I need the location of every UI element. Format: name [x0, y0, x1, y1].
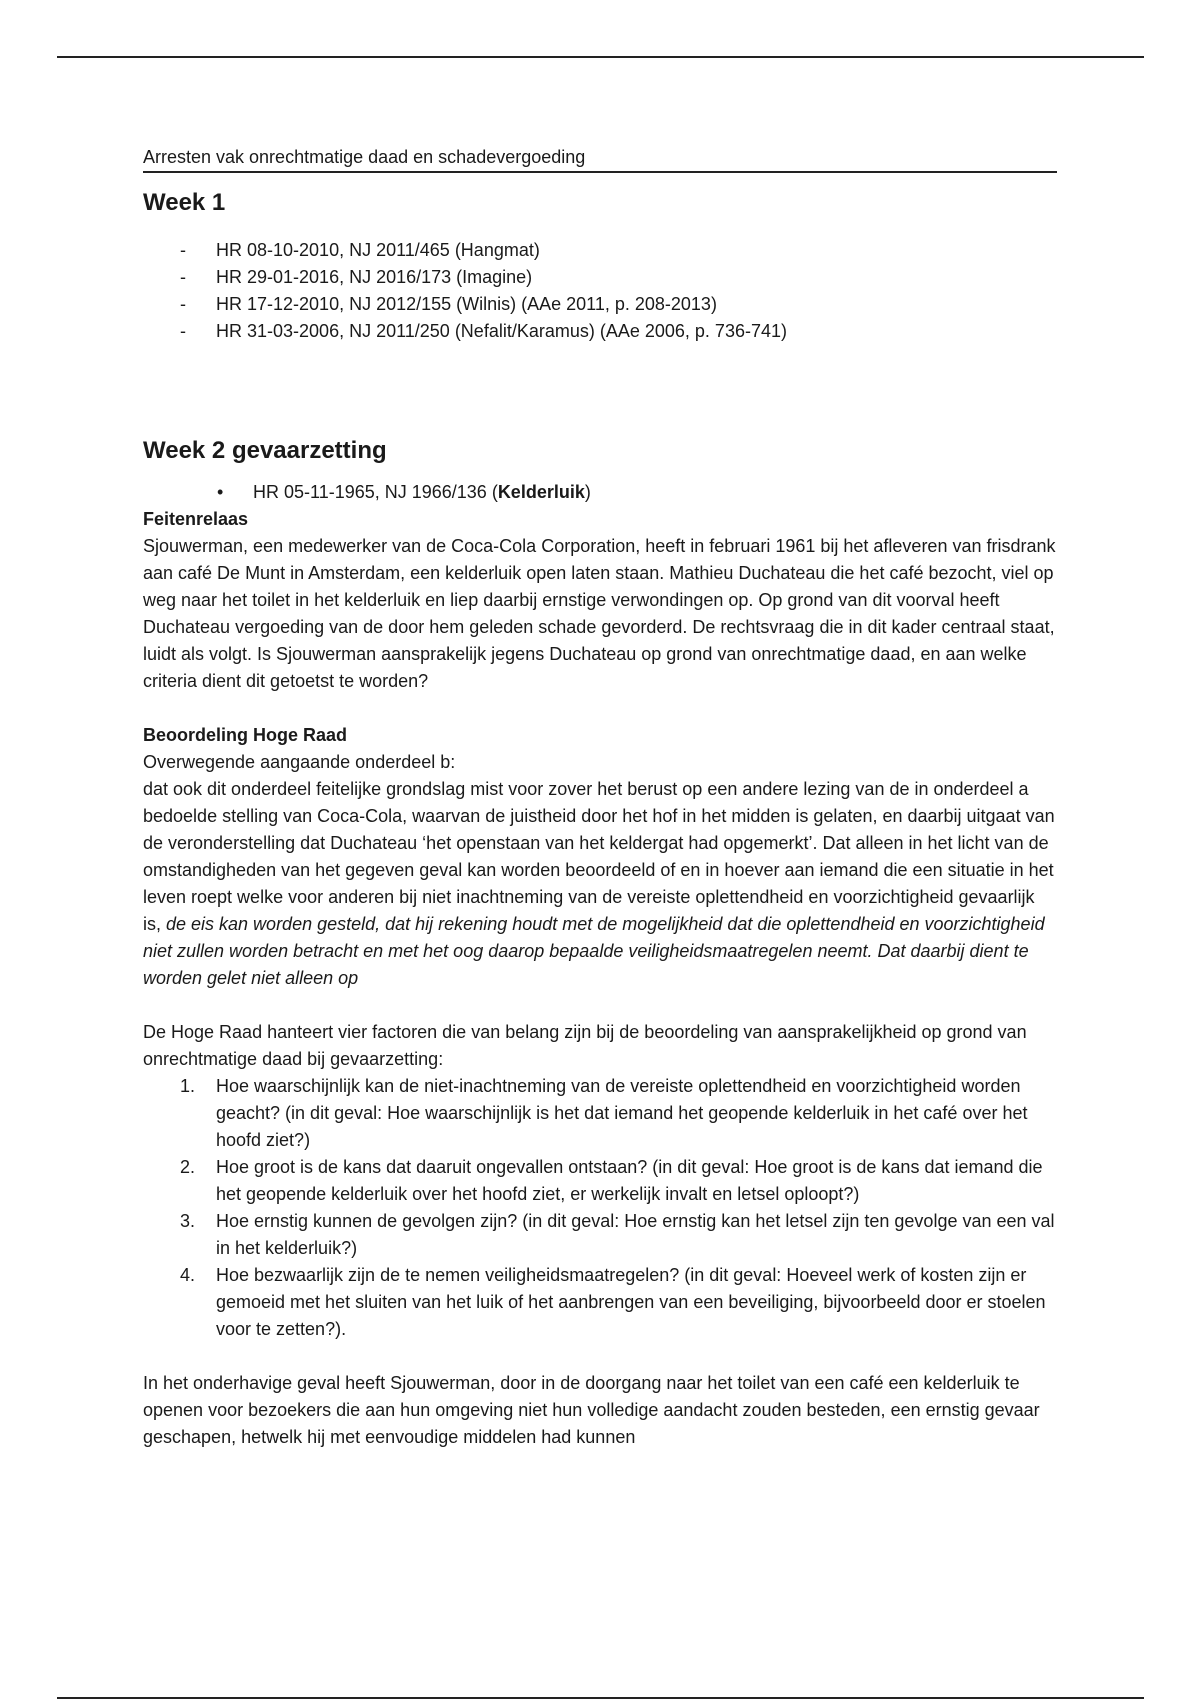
beoordeling-italic: de eis kan worden gesteld, dat hij rekening houdt met de mogelijkheid dat die oplettendheid en voorzichtigheid niet zullen worden betracht en met het oog daarop bepaalde veiligheidsmaatregelen neemt. Dat daarbij dient te worden gelet niet alleen op [143, 914, 1045, 988]
week2-title: Week 2 gevaarzetting [143, 437, 387, 464]
factor-number: 2. [180, 1157, 196, 1177]
beoordeling-regular: dat ook dit onderdeel feitelijke grondslag mist voor zover het berust op een andere lezing van de in onderdeel a bedoelde stelling van Coca-Cola, waarvan de juistheid door het hof in het midden is gelaten, en daarbij uitgaat van de veronderstelling dat Duchateau ‘het openstaan van het keldergat had opgemerkt’. Dat alleen in het licht van de omstandigheden van het gegeven geval kan worden beoordeeld of en in hoever aan iemand die een situatie in het leven roept welke voor anderen bij niet inachtneming van de vereiste oplettendheid en voorzichtigheid gevaarlijk is, [143, 779, 1055, 934]
list-item: - HR 31-03-2006, NJ 2011/250 (Nefalit/Karamus) (AAe 2006, p. 736-741) [216, 318, 1057, 345]
beoordeling-text [143, 776, 1057, 992]
beoordeling-heading: Beoordeling Hoge Raad [143, 725, 348, 745]
top-rule [57, 56, 1144, 58]
document-header: Arresten vak onrechtmatige daad en schadevergoeding [143, 144, 1057, 173]
week1-case-list [143, 237, 1057, 345]
list-item [180, 1262, 1057, 1343]
list-item: - HR 29-01-2016, NJ 2016/173 (Imagine) [216, 264, 1057, 291]
factor-text: Hoe groot is de kans dat daaruit ongevallen ontstaan? (in dit geval: Hoe groot is de kans dat iemand die het geopende kelderluik over het hoofd ziet, er werkelijk invalt en letsel oploopt?) [216, 1157, 1043, 1204]
feitenrelaas-heading: Feitenrelaas [143, 509, 249, 529]
week1-title: Week 1 [143, 189, 226, 216]
bottom-rule [57, 1697, 1144, 1699]
overwegende-line: Overwegende aangaande onderdeel b: [143, 752, 456, 772]
factors-list [143, 1073, 1057, 1343]
list-item [180, 1073, 1057, 1154]
feitenrelaas-text: Sjouwerman, een medewerker van de Coca-Cola Corporation, heeft in februari 1961 bij het afleveren van frisdrank aan café De Munt in Amsterdam, een kelderluik open laten staan. Mathieu Duchateau die het café bezocht, viel op weg naar het toilet in het kelderluik en liep daarbij ernstige verwondingen op. Op grond van dit voorval heeft Duchateau vergoeding van de door hem geleden schade gevorderd. De rechtsvraag die in dit kader centraal staat, luidt als volgt. Is Sjouwerman aansprakelijk jegens Duchateau op grond van onrechtmatige daad, en aan welke criteria dient dit getoetst te worden? [143, 536, 1056, 691]
factor-text: Hoe bezwaarlijk zijn de te nemen veiligheidsmaatregelen? (in dit geval: Hoeveel werk of kosten zijn er gemoeid met het sluiten van het luik of het aanbrengen van een beveiliging, bijvoorbeeld door er stoelen voor te zetten?). [216, 1265, 1046, 1339]
list-item [180, 1154, 1057, 1208]
conclusion-text: In het onderhavige geval heeft Sjouwerman, door in de doorgang naar het toilet van een café een kelderluik te openen voor bezoekers die aan hun omgeving niet hun volledige aandacht zouden besteden, een ernstig gevaar geschapen, hetwelk hij met eenvoudige middelen had kunnen [143, 1373, 1040, 1447]
case-citation-end: ) [584, 482, 591, 502]
factor-text: Hoe waarschijnlijk kan de niet-inachtneming van de vereiste oplettendheid en voorzichtigheid worden geacht? (in dit geval: Hoe waarschijnlijk is het dat iemand het geopende kelderluik in het café over het hoofd ziet?) [216, 1076, 1028, 1150]
factors-intro: De Hoge Raad hanteert vier factoren die van belang zijn bij de beoordeling van aansprakelijkheid op grond van onrechtmatige daad bij gevaarzetting: [143, 1022, 1027, 1069]
list-item: - HR 17-12-2010, NJ 2012/155 (Wilnis) (AAe 2011, p. 208-2013) [216, 291, 1057, 318]
list-item [180, 1208, 1057, 1262]
list-item [253, 479, 1057, 506]
factor-text: Hoe ernstig kunnen de gevolgen zijn? (in dit geval: Hoe ernstig kan het letsel zijn ten gevolge van een val in het kelderluik?) [216, 1211, 1055, 1258]
case-citation: HR 05-11-1965, NJ 1966/136 ( [253, 482, 498, 502]
document-body [143, 144, 1057, 1451]
week2-case-list [143, 479, 1057, 506]
case-name: Kelderluik [497, 482, 585, 502]
list-item: - HR 08-10-2010, NJ 2011/465 (Hangmat) [216, 237, 1057, 264]
factor-number: 3. [180, 1211, 196, 1231]
factor-number: 4. [180, 1265, 196, 1285]
factor-number: 1. [180, 1076, 196, 1096]
